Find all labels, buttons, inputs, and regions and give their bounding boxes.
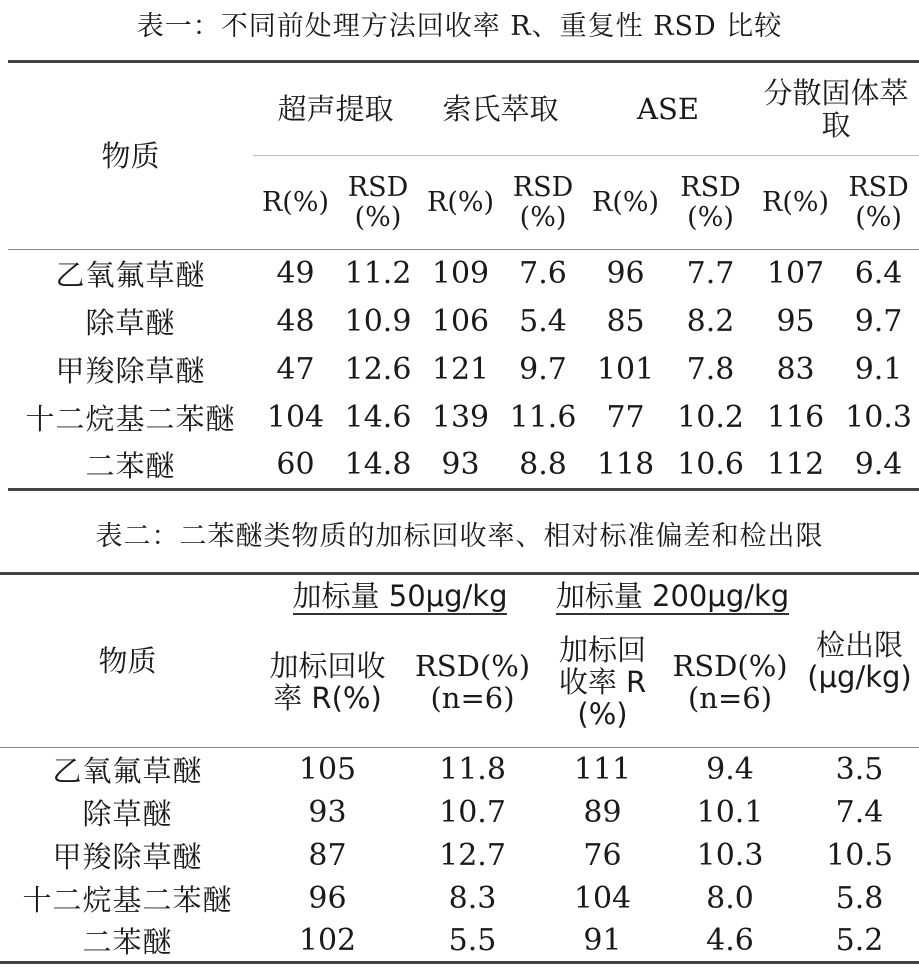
table1 [8, 60, 919, 491]
table1-value-cell: 10.2 [677, 400, 744, 435]
table1-value-cell: 96 [606, 256, 645, 292]
table1-value-cell: 93 [441, 447, 480, 483]
table2-group-50: 加标量 50μg/kg [292, 579, 508, 614]
table2-rsd-50-header: RSD(%) (n=6) [414, 649, 531, 716]
table2-value-cell: 93 [308, 794, 347, 830]
table2-value-cell: 104 [573, 880, 632, 916]
table2-value-cell: 76 [583, 837, 622, 873]
table1-value-cell: 139 [431, 400, 490, 435]
table1-value-cell: 14.6 [344, 400, 412, 435]
table1-sub-rsd: RSD (%) [512, 171, 574, 233]
table2-substance-name: 二苯醚 [82, 924, 173, 959]
table1-method-ultrasonic: 超声提取 [277, 92, 394, 126]
table1-value-cell: 7.7 [686, 256, 735, 292]
table1-value-cell: 107 [766, 256, 825, 292]
table1-value-cell: 101 [596, 352, 655, 387]
table1-value-cell: 116 [766, 400, 825, 435]
table2 [0, 572, 919, 964]
table1-method-ase: ASE [637, 92, 700, 126]
table1-value-cell: 112 [766, 447, 825, 483]
table1-value-cell: 48 [276, 304, 315, 339]
table1-value-cell: 14.8 [344, 447, 412, 483]
table2-value-cell: 89 [583, 794, 622, 830]
table1-substance-header: 物质 [8, 62, 253, 250]
table1-value-cell: 7.8 [686, 352, 735, 387]
table1-value-cell: 106 [431, 304, 490, 339]
table2-value-cell: 102 [298, 922, 357, 958]
table2-value-cell: 8.0 [706, 880, 754, 916]
table1-value-cell: 85 [606, 304, 645, 339]
table1-value-cell: 9.7 [519, 352, 567, 387]
table1-sub-rsd: RSD (%) [680, 171, 741, 233]
table1-value-cell: 83 [776, 352, 815, 387]
table2-value-cell: 12.7 [439, 837, 506, 873]
table1-substance-name: 乙氧氟草醚 [55, 258, 206, 293]
table2-caption: 表二：二苯醚类物质的加标回收率、相对标准偏差和检出限 [95, 521, 824, 552]
table1-value-cell: 12.6 [344, 352, 412, 387]
table2-value-cell: 96 [308, 880, 347, 916]
table2-substance-name: 乙氧氟草醚 [52, 753, 203, 788]
table-row [8, 298, 919, 346]
table1-value-cell: 47 [276, 352, 315, 387]
table1-value-cell: 109 [431, 256, 490, 292]
table2-substance-name: 除草醚 [82, 796, 173, 831]
table2-value-cell: 87 [308, 837, 347, 873]
table2-value-cell: 10.5 [826, 837, 893, 873]
table2-value-cell: 4.6 [706, 922, 754, 958]
table1-sub-rsd: RSD (%) [848, 171, 909, 233]
table1-value-cell: 11.6 [509, 400, 577, 435]
table-row [8, 346, 919, 394]
table1-value-cell: 7.6 [519, 256, 567, 292]
table1-sub-r: R(%) [592, 186, 660, 218]
table1-value-cell: 118 [596, 447, 655, 483]
table1-value-cell: 10.6 [677, 447, 744, 483]
table2-value-cell: 5.8 [835, 880, 884, 916]
table1-substance-name: 甲羧除草醚 [55, 354, 206, 388]
table1-value-cell: 77 [606, 400, 645, 435]
table1-value-cell: 95 [776, 304, 815, 339]
table-row [0, 748, 919, 791]
table1-value-cell: 10.9 [344, 304, 412, 339]
table2-value-cell: 5.2 [835, 922, 884, 958]
table1-method-dispersive: 分散固体萃取 [763, 76, 909, 142]
table1-sub-r: R(%) [261, 186, 330, 218]
table-row [0, 877, 919, 920]
table2-value-cell: 3.5 [835, 751, 884, 787]
table1-value-cell: 104 [266, 400, 325, 435]
table2-recovery-200-header: 加标回收率 R (%) [558, 633, 647, 732]
table1-value-cell: 6.4 [854, 256, 903, 292]
table2-rsd-200-header: RSD(%) (n=6) [672, 649, 788, 716]
table1-substance-name: 二苯醚 [85, 449, 176, 484]
table2-value-cell: 9.4 [706, 751, 754, 787]
table1-value-cell: 60 [276, 447, 315, 483]
table2-value-cell: 10.3 [696, 837, 764, 873]
table1-value-cell: 11.2 [344, 256, 412, 292]
table1-caption: 表一：不同前处理方法回收率 R、重复性 RSD 比较 [136, 11, 783, 42]
table2-substance-name: 甲羧除草醚 [52, 839, 203, 874]
table2-lod-header: 检出限 (μg/kg) [800, 574, 919, 748]
table1-value-cell: 49 [276, 256, 315, 292]
table2-value-cell: 10.1 [696, 794, 764, 830]
table2-group-200: 加标量 200μg/kg [555, 579, 790, 614]
table1-sub-r: R(%) [426, 186, 495, 218]
table2-substance-name: 十二烷基二苯醚 [22, 882, 233, 917]
table-row [8, 250, 919, 298]
table1-value-cell: 9.7 [854, 304, 903, 339]
table-row [0, 920, 919, 963]
table2-value-cell: 111 [573, 751, 632, 787]
table2-value-cell: 5.5 [448, 922, 497, 958]
table1-value-cell: 8.2 [686, 304, 735, 339]
table1-value-cell: 9.4 [854, 447, 903, 483]
table1-sub-r: R(%) [762, 186, 830, 218]
table1-sub-rsd: RSD (%) [347, 171, 409, 233]
table-row [8, 394, 919, 442]
table2-value-cell: 8.3 [448, 880, 497, 916]
table2-value-cell: 10.7 [439, 794, 506, 830]
table2-value-cell: 91 [583, 922, 622, 958]
table1-substance-name: 十二烷基二苯醚 [25, 402, 236, 436]
table2-value-cell: 11.8 [439, 751, 506, 787]
table1-value-cell: 9.1 [854, 352, 903, 387]
table-row [0, 834, 919, 877]
table2-recovery-50-header: 加标回收率 R(%) [269, 649, 386, 716]
table1-value-cell: 5.4 [519, 304, 567, 339]
table-row [8, 442, 919, 490]
table1-value-cell: 10.3 [845, 400, 912, 435]
table1-value-cell: 121 [431, 352, 490, 387]
table1-method-soxhlet: 索氏萃取 [442, 92, 559, 126]
table2-value-cell: 7.4 [835, 794, 884, 830]
table1-substance-name: 除草醚 [85, 306, 176, 340]
table2-substance-header: 物质 [0, 574, 255, 748]
table-row [0, 791, 919, 834]
table1-value-cell: 8.8 [519, 447, 567, 483]
table2-value-cell: 105 [298, 751, 357, 787]
